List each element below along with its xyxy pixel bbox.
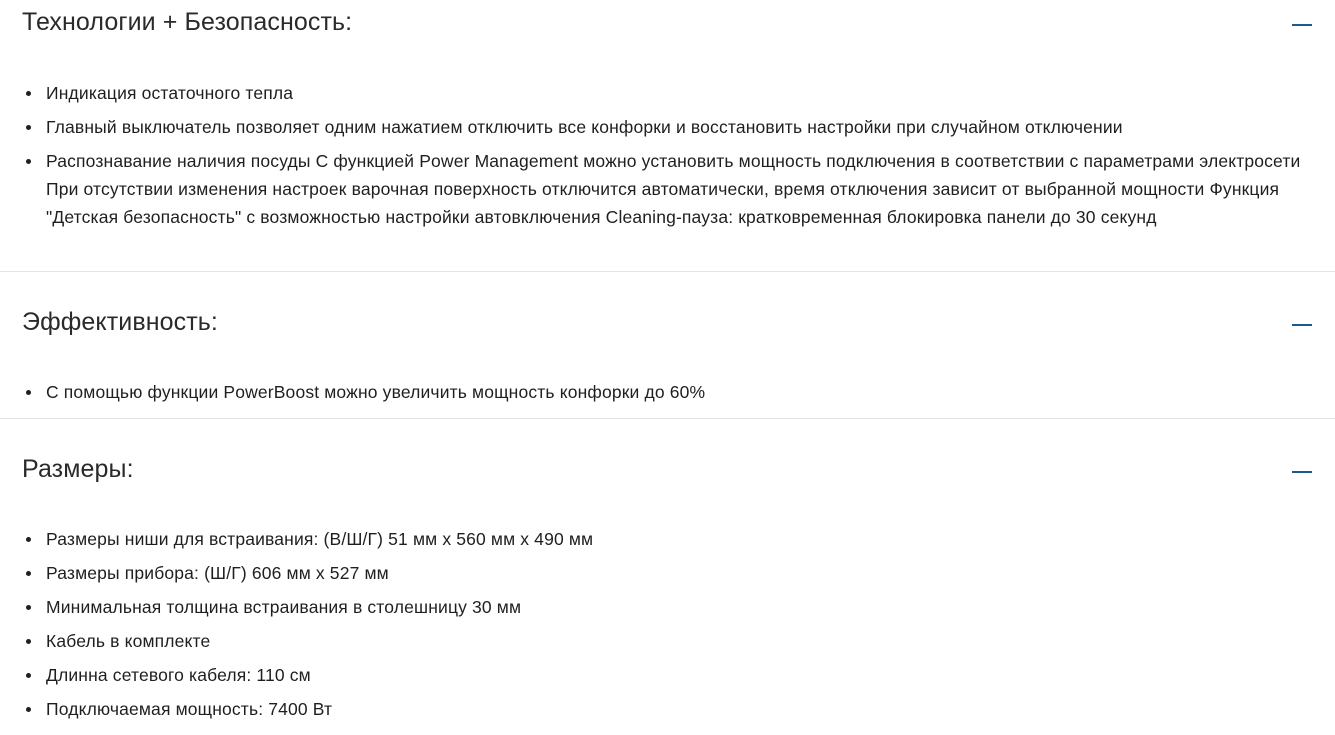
bullet-icon bbox=[26, 91, 31, 96]
section-title: Размеры: bbox=[22, 455, 134, 483]
list-item bbox=[0, 79, 1335, 107]
minus-icon[interactable] bbox=[1292, 24, 1312, 26]
section-divider bbox=[0, 418, 1335, 419]
list-item bbox=[0, 378, 1335, 406]
list-item-text: Кабель в комплекте bbox=[46, 631, 211, 651]
bullet-icon bbox=[26, 673, 31, 678]
section-divider bbox=[0, 271, 1335, 272]
list-item bbox=[0, 559, 1335, 587]
bullet-icon bbox=[26, 639, 31, 644]
list-item bbox=[0, 147, 1335, 231]
list-item-text: Распознавание наличия посуды С функцией Power Management можно установить мощность подключения в соответствии с параметрами электросети При отсутствии изменения настроек варочная поверхность отключится автоматически, время отключения зависит от выбранной мощности Функция "Детская безопасность" с возможностью настройки автовключения Cleaning-пауза: кратковременная блокировка панели до 30 секунд bbox=[46, 151, 1301, 227]
feature-list bbox=[0, 79, 1335, 237]
section-title: Технологии + Безопасность: bbox=[22, 8, 353, 36]
minus-icon[interactable] bbox=[1292, 324, 1312, 326]
list-item-text: Главный выключатель позволяет одним нажатием отключить все конфорки и восстановить настройки при случайном отключении bbox=[46, 117, 1123, 137]
list-item bbox=[0, 593, 1335, 621]
list-item bbox=[0, 525, 1335, 553]
list-item bbox=[0, 661, 1335, 689]
bullet-icon bbox=[26, 125, 31, 130]
feature-list bbox=[0, 525, 1335, 729]
list-item-text: С помощью функции PowerBoost можно увеличить мощность конфорки до 60% bbox=[46, 382, 706, 402]
feature-list bbox=[0, 378, 1335, 412]
bullet-icon bbox=[26, 537, 31, 542]
accordion-header-technology-safety[interactable] bbox=[0, 0, 1335, 52]
bullet-icon bbox=[26, 159, 31, 164]
list-item-text: Подключаемая мощность: 7400 Вт bbox=[46, 699, 333, 719]
list-item-text: Размеры ниши для встраивания: (В/Ш/Г) 51 мм x 560 мм x 490 мм bbox=[46, 529, 594, 549]
bullet-icon bbox=[26, 390, 31, 395]
list-item bbox=[0, 627, 1335, 655]
bullet-icon bbox=[26, 707, 31, 712]
list-item bbox=[0, 695, 1335, 723]
bullet-icon bbox=[26, 605, 31, 610]
list-item-text: Размеры прибора: (Ш/Г) 606 мм x 527 мм bbox=[46, 563, 389, 583]
list-item-text: Индикация остаточного тепла bbox=[46, 83, 294, 103]
accordion-header-efficiency[interactable] bbox=[0, 300, 1335, 352]
list-item bbox=[0, 113, 1335, 141]
list-item-text: Длинна сетевого кабеля: 110 см bbox=[46, 665, 311, 685]
minus-icon[interactable] bbox=[1292, 471, 1312, 473]
bullet-icon bbox=[26, 571, 31, 576]
list-item-text: Минимальная толщина встраивания в столешницу 30 мм bbox=[46, 597, 522, 617]
section-title: Эффективность: bbox=[22, 308, 218, 336]
accordion-header-dimensions[interactable] bbox=[0, 447, 1335, 499]
